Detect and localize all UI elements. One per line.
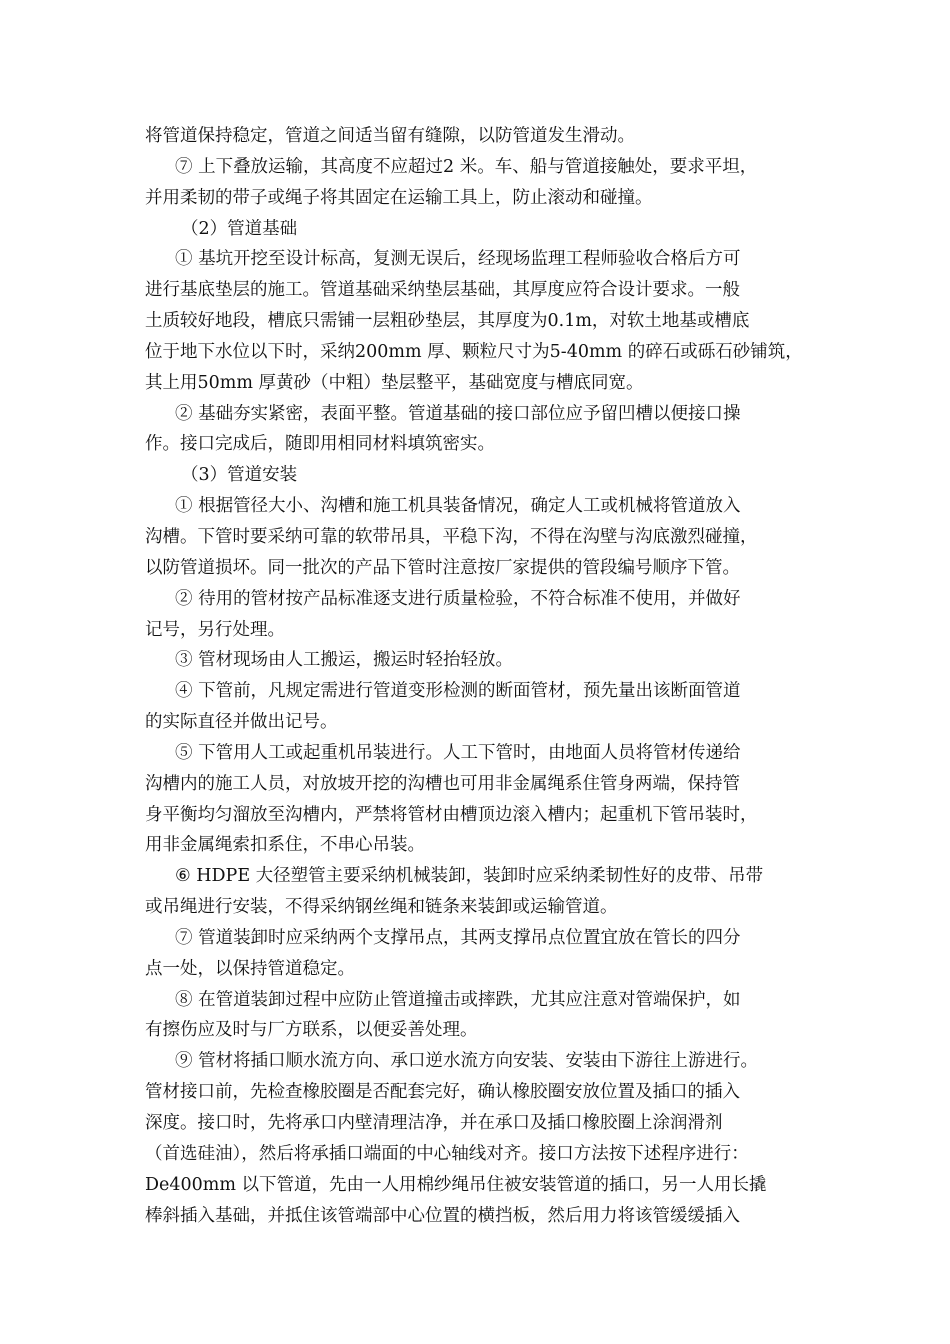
document-body-text bbox=[145, 121, 810, 1231]
text-line: 有擦伤应及时与厂方联系，以便妥善处理。 bbox=[145, 1020, 478, 1041]
text-line: ① 根据管径大小、沟槽和施工机具装备情况，确定人工或机械将管道放入 bbox=[175, 496, 741, 517]
text-line: 其上用50mm 厚黄砂（中粗）垫层整平，基础宽度与槽底同宽。 bbox=[145, 372, 644, 393]
text-line: 深度。接口时，先将承口内壁清理洁净，并在承口及插口橡胶圈上涂润滑剂 bbox=[145, 1113, 723, 1133]
text-line: 作。接口完成后，随即用相同材料填筑密实。 bbox=[145, 434, 495, 455]
text-line: 用非金属绳索扣系住，不串心吊装。 bbox=[145, 835, 425, 856]
text-line: ⑨ 管材将插口顺水流方向、承口逆水流方向安装、安装由下游往上游进行。 bbox=[175, 1051, 759, 1072]
text-line: 并用柔韧的带子或绳子将其固定在运输工具上，防止滚动和碰撞。 bbox=[145, 187, 653, 208]
text-line: （首选硅油），然后将承插口端面的中心轴线对齐。接口方法按下述程序进行： bbox=[145, 1143, 749, 1164]
text-line: 位于地下水位以下时，采纳200mm 厚、颗粒尺寸为5-40mm 的碎石或砾石砂铺筑， bbox=[145, 341, 803, 362]
text-line: 将管道保持稳定，管道之间适当留有缝隙，以防管道发生滑动。 bbox=[145, 126, 635, 146]
text-line: 身平衡均匀溜放至沟槽内，严禁将管材由槽顶边滚入槽内；起重机下管吊装时， bbox=[145, 804, 758, 825]
text-line: ② 基础夯实紧密，表面平整。管道基础的接口部位应予留凹槽以便接口操 bbox=[175, 403, 741, 424]
text-line: ③ 管材现场由人工搬运，搬运时轻抬轻放。 bbox=[175, 650, 514, 671]
text-line: 沟槽。下管时要采纳可靠的软带吊具，平稳下沟，不得在沟壁与沟底激烈碰撞， bbox=[145, 526, 758, 547]
text-line: ⑤ 下管用人工或起重机吊装进行。人工下管时，由地面人员将管材传递给 bbox=[175, 742, 741, 763]
text-line: 记号，另行处理。 bbox=[145, 619, 285, 640]
text-line: ⑥ HDPE 大径塑管主要采纳机械装卸，装卸时应采纳柔韧性好的皮带、吊带 bbox=[175, 866, 764, 887]
section-heading: （2）管道基础 bbox=[181, 218, 298, 239]
text-line: 进行基底垫层的施工。管道基础采纳垫层基础，其厚度应符合设计要求。一般 bbox=[145, 280, 740, 301]
text-line: ⑧ 在管道装卸过程中应防止管道撞击或摔跌，尤其应注意对管端保护，如 bbox=[175, 989, 741, 1010]
text-line: ① 基坑开挖至设计标高，复测无误后，经现场监理工程师验收合格后方可 bbox=[175, 249, 741, 270]
text-line: ④ 下管前，凡规定需进行管道变形检测的断面管材，预先量出该断面管道 bbox=[175, 681, 741, 702]
text-line: 土质较好地段，槽底只需铺一层粗砂垫层，其厚度为0.1m，对软土地基或槽底 bbox=[145, 311, 750, 332]
text-line: ⑦ 上下叠放运输，其高度不应超过2 米。车、船与管道接触处，要求平坦， bbox=[175, 156, 758, 177]
text-line: 管材接口前，先检查橡胶圈是否配套完好，确认橡胶圈安放位置及插口的插入 bbox=[145, 1082, 740, 1103]
text-line: De400mm 以下管道，先由一人用棉纱绳吊住被安装管道的插口，另一人用长撬 bbox=[145, 1174, 767, 1195]
section-heading: （3）管道安装 bbox=[181, 465, 298, 486]
text-line: 以防管道损坏。同一批次的产品下管时注意按厂家提供的管段编号顺序下管。 bbox=[145, 557, 740, 578]
text-line: ⑦ 管道装卸时应采纳两个支撑吊点，其两支撑吊点位置宜放在管长的四分 bbox=[175, 927, 741, 948]
text-line: 棒斜插入基础，并抵住该管端部中心位置的横挡板，然后用力将该管缓缓插入 bbox=[145, 1205, 740, 1226]
text-line: ② 待用的管材按产品标准逐支进行质量检验，不符合标准不使用，并做好 bbox=[175, 588, 741, 609]
text-line: 或吊绳进行安装，不得采纳钢丝绳和链条来装卸或运输管道。 bbox=[145, 897, 618, 918]
text-line: 沟槽内的施工人员，对放坡开挖的沟槽也可用非金属绳系住管身两端，保持管 bbox=[145, 773, 740, 794]
text-line: 点一处，以保持管道稳定。 bbox=[145, 958, 355, 979]
text-line: 的实际直径并做出记号。 bbox=[145, 712, 338, 733]
